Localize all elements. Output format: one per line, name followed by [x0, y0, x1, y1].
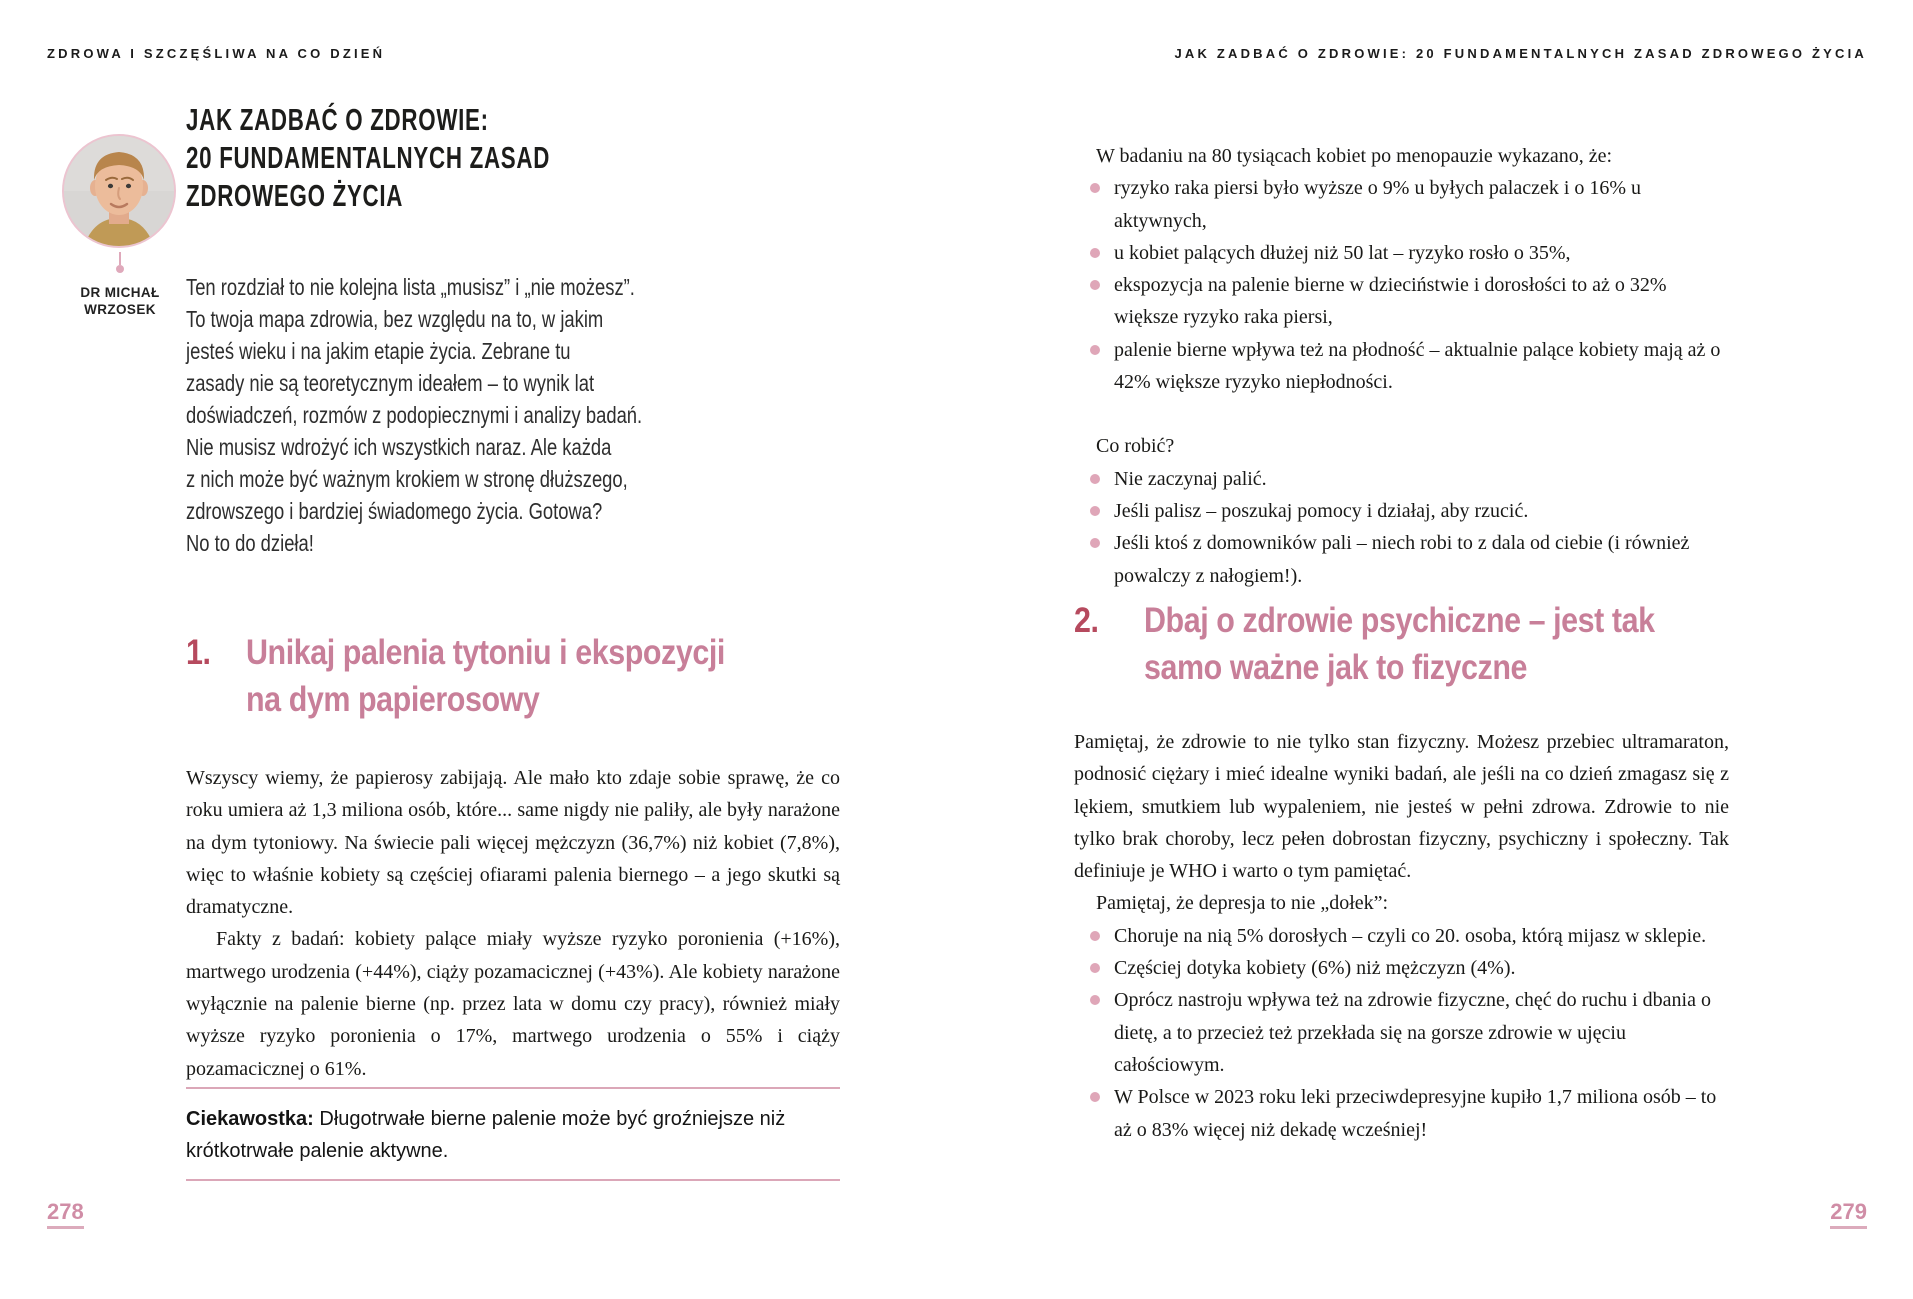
- list-item: Częściej dotyka kobiety (6%) niż mężczyzn (4%).: [1074, 952, 1729, 984]
- study-bullet-list: [1074, 172, 1729, 398]
- list-item: Jeśli ktoś z domowników pali – niech robi to z dala od ciebie (i również powalczy z nałogiem!).: [1074, 527, 1729, 592]
- chapter-title: JAK ZADBAĆ O ZDROWIE: 20 FUNDAMENTALNYCH ZASAD ZDROWEGO ŻYCIA: [186, 102, 551, 213]
- section-1-heading: [186, 629, 796, 723]
- what-to-do-bullet-list: [1074, 463, 1729, 592]
- fact-box-top-rule: [186, 1087, 840, 1089]
- section-1-paragraph-2: Fakty z badań: kobiety palące miały wyższe ryzyko poronienia (+16%), martwego urodzenia (+44%), ciąży pozamacicznej (+43%). Ale kobiety narażone wyłącznie na palenie bierne (np. przez lata w domu czy pracy), również miały wyższe ryzyko poronienia o 17%, martwego urodzenia o 55% i ciąży pozamacicznej o 61%.: [186, 928, 840, 1080]
- page-number-underline: [47, 1226, 84, 1229]
- chapter-intro: Ten rozdział to nie kolejna lista „musisz” i „nie możesz”. To twoja mapa zdrowia, bez względu na to, w jakim jesteś wieku i na jakim etapie życia. Zebrane tu zasady nie są teoretycznym ideałem – to wynik lat doświadczeń, rozmów z podopiecznymi i analizy badań. Nie musisz wdrożyć ich wszystkich naraz. Ale każda z nich może być ważnym krokiem w stronę dłuższego, zdrowszego i bardziej świadomego życia. Gotowa? No to do dzieła!: [186, 274, 643, 556]
- study-results-block: [1074, 140, 1729, 592]
- list-item: u kobiet palących dłużej niż 50 lat – ryzyko rosło o 35%,: [1074, 237, 1729, 269]
- photo-connector-dot: [116, 265, 124, 273]
- section-2-heading: [1074, 597, 1731, 691]
- running-header-left: ZDROWA I SZCZĘŚLIWA NA CO DZIEŃ: [47, 46, 386, 61]
- list-item: Jeśli palisz – poszukaj pomocy i działaj, aby rzucić.: [1074, 495, 1729, 527]
- author-name-line2: WRZOSEK: [84, 302, 156, 317]
- study-intro: W badaniu na 80 tysiącach kobiet po menopauzie wykazano, że:: [1096, 145, 1613, 167]
- fact-box-bottom-rule: [186, 1179, 840, 1181]
- what-to-do-label: Co robić?: [1096, 435, 1175, 458]
- author-name: [45, 284, 195, 318]
- list-item: palenie bierne wpływa też na płodność – aktualnie palące kobiety mają aż o 42% większe ryzyko niepłodności.: [1074, 334, 1729, 399]
- photo-connector-line: [119, 252, 121, 265]
- list-item: ryzyko raka piersi było wyższe o 9% u byłych palaczek i o 16% u aktywnych,: [1074, 172, 1729, 237]
- running-header-right: JAK ZADBAĆ O ZDROWIE: 20 FUNDAMENTALNYCH ZASAD ZDROWEGO ŻYCIA: [1174, 46, 1867, 61]
- author-portrait-illustration: [64, 136, 174, 246]
- section-1-body: [186, 762, 840, 1085]
- section-1-title: Unikaj palenia tytoniu i ekspozycji na dym papierosowy: [246, 633, 725, 719]
- page-right: [956, 0, 1913, 1299]
- fact-box-label: Ciekawostka:: [186, 1108, 314, 1130]
- section-1-paragraph-1: Wszyscy wiemy, że papierosy zabijają. Ale mało kto zdaje sobie sprawę, że co roku umiera aż 1,3 miliona osób, które... same nigdy nie paliły, ale były narażone na dym tytoniowy. Na świecie pali więcej mężczyzn (36,7%) niż kobiet (7,8%), więc to właśnie kobiety są częściej ofiarami palenia biernego – a jego skutki są dramatyczne.: [186, 767, 840, 919]
- fact-box: [186, 1087, 840, 1181]
- spacer: [1074, 398, 1729, 430]
- list-item: Oprócz nastroju wpływa też na zdrowie fizyczne, chęć do ruchu i dbania o dietę, a to przecież też przekłada się na gorsze zdrowie w ujęciu całościowym.: [1074, 984, 1729, 1081]
- section-2-lead: Pamiętaj, że depresja to nie „dołek”:: [1096, 892, 1389, 915]
- section-2-number: 2.: [1074, 601, 1099, 640]
- section-2-paragraph-1: Pamiętaj, że zdrowie to nie tylko stan fizyczny. Możesz przebiec ultramaraton, podnosić ciężary i mieć idealne wyniki badań, ale jeśli na co dzień zmagasz się z lękiem, smutkiem lub wypaleniem, nie jesteś w pełni zdrowa. Zdrowie to nie tylko brak choroby, lecz pełen dobrostan fizyczny, psychiczny i społeczny. Tak definiuje je WHO i warto o tym pamiętać.: [1074, 731, 1729, 883]
- list-item: Nie zaczynaj palić.: [1074, 463, 1729, 495]
- page-number-right: 279: [1830, 1200, 1867, 1229]
- section-2-body: [1074, 726, 1729, 1146]
- page-number-left: 278: [47, 1200, 84, 1229]
- page-number-underline: [1830, 1226, 1867, 1229]
- list-item: ekspozycja na palenie bierne w dzieciństwie i dorosłości to aż o 32% większe ryzyko raka piersi,: [1074, 269, 1729, 334]
- list-item: Choruje na nią 5% dorosłych – czyli co 20. osoba, którą mijasz w sklepie.: [1074, 920, 1729, 952]
- author-photo: [62, 134, 176, 248]
- depression-bullet-list: [1074, 920, 1729, 1146]
- list-item: W Polsce w 2023 roku leki przeciwdepresyjne kupiło 1,7 miliona osób – to aż o 83% więcej niż dekadę wcześniej!: [1074, 1081, 1729, 1146]
- author-name-line1: DR MICHAŁ: [80, 285, 160, 300]
- section-1-number: 1.: [186, 633, 211, 672]
- fact-box-text: Ciekawostka: Długotrwałe bierne palenie może być groźniejsze niż krótkotrwałe palenie aktywne.: [186, 1108, 786, 1162]
- section-2-title: Dbaj o zdrowie psychiczne – jest tak samo ważne jak to fizyczne: [1144, 601, 1655, 687]
